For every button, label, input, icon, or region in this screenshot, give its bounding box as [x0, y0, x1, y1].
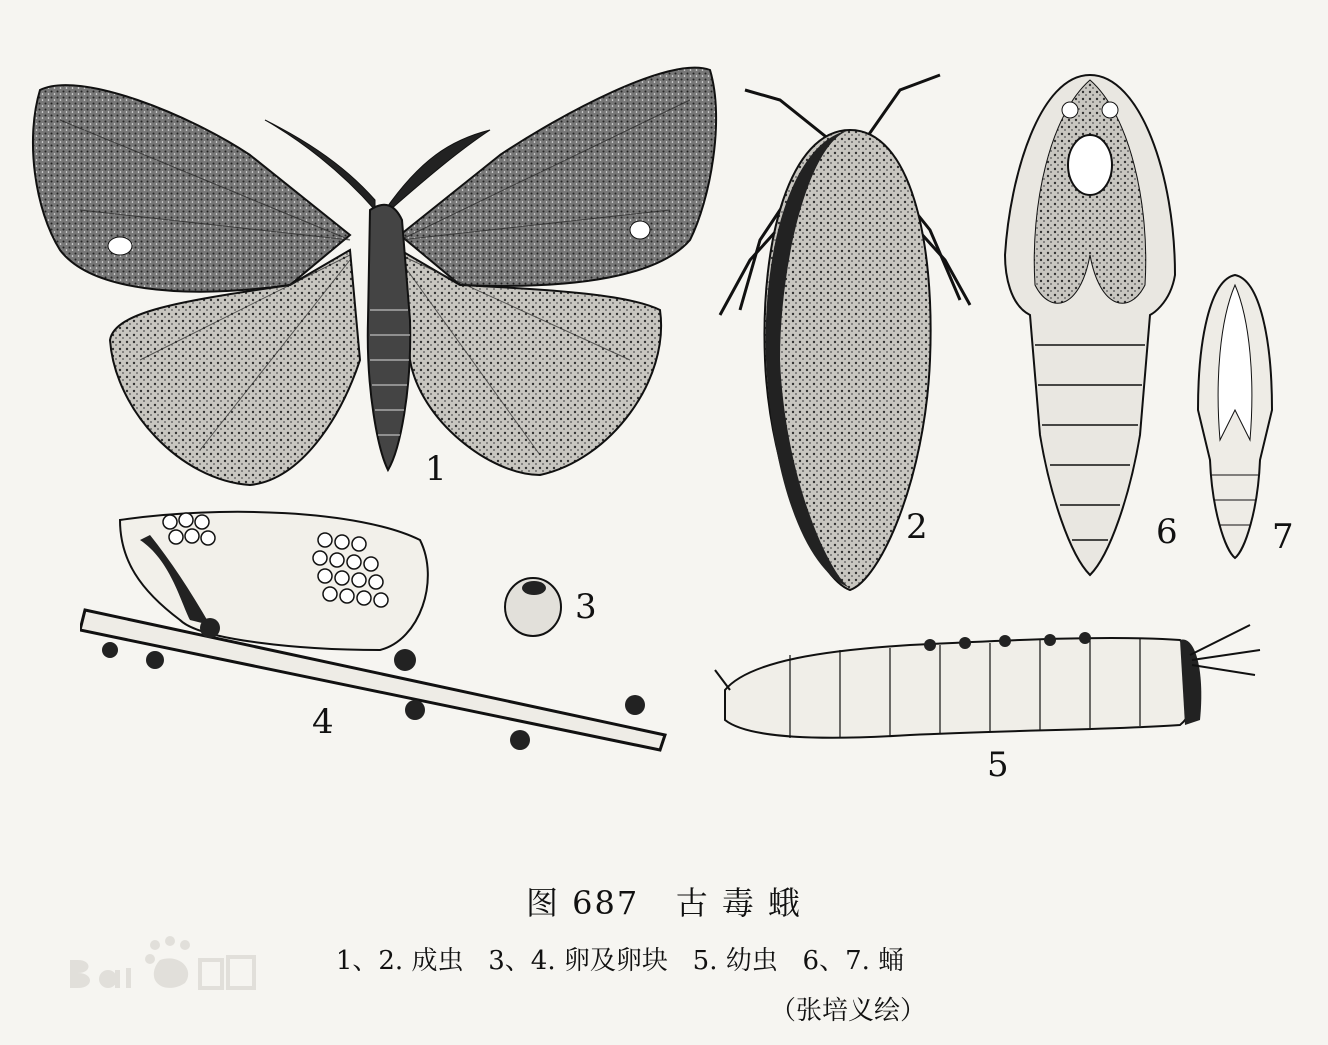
- figure-3-label: 3: [575, 587, 597, 627]
- right-forewing: [400, 68, 716, 286]
- figure-5-larva: [710, 610, 1270, 760]
- figure-1-label: 1: [425, 449, 447, 489]
- figure-6-label: 6: [1156, 512, 1178, 552]
- figure-2-female-adult: [700, 60, 990, 600]
- left-forewing: [33, 85, 350, 292]
- caption-title: 图 687 古 毒 蛾: [525, 884, 803, 922]
- moth-body: [368, 205, 410, 470]
- figure-2-label: 2: [906, 507, 928, 547]
- figure-7-label: 7: [1272, 517, 1294, 557]
- figure-5-label: 5: [987, 745, 1009, 785]
- scan-edge: [0, 0, 14, 1045]
- baidu-watermark-logo: [60, 935, 260, 995]
- figure-7-pupa-small: [1190, 260, 1280, 570]
- figure-3-egg: [498, 570, 568, 640]
- figure-4-egg-mass: [80, 500, 680, 760]
- caption-legend: 1、2. 成虫 3、4. 卵及卵块 5. 幼虫 6、7. 蛹: [335, 946, 905, 976]
- figure-4-label: 4: [312, 702, 334, 742]
- figure-1-adult-moth: [20, 60, 730, 500]
- caption-credit: （张培义绘）: [770, 996, 927, 1026]
